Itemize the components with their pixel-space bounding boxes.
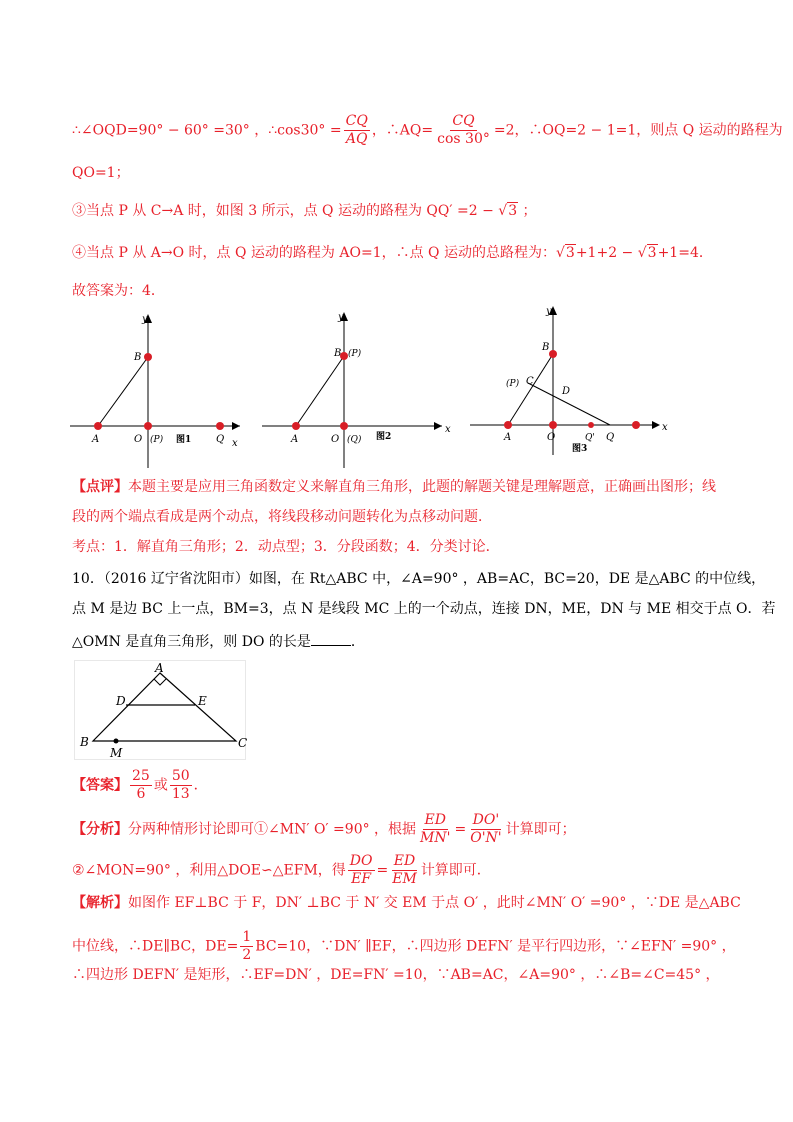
sqrt-3: √3 <box>498 203 518 219</box>
fraction-do-on <box>468 812 503 847</box>
sqrt-3: √3 <box>555 245 575 261</box>
label-a: A <box>504 432 512 443</box>
label-a: A <box>155 661 164 675</box>
numerator: ED <box>393 853 416 869</box>
label-o: O <box>547 432 556 443</box>
label-y: y <box>338 312 344 323</box>
figure-2 <box>262 312 451 468</box>
numerator: 25 <box>132 768 150 784</box>
figure-1 <box>70 314 240 468</box>
label-c: C <box>238 736 248 750</box>
point-a <box>504 421 512 429</box>
numerator: 50 <box>171 768 190 784</box>
fraction-1-2 <box>240 929 253 964</box>
question-10-line-1: 10．（2016 辽宁省沈阳市）如图，在 Rt△ABC 中，∠A=90° ，AB=AC，BC=20，DE 是△ABC 的中位线， <box>72 571 766 587</box>
x-arrow-icon <box>434 422 442 430</box>
denominator: EM <box>392 871 417 887</box>
text: △OMN 是直角三角形，则 DO 的长是 <box>72 634 311 650</box>
denominator: O'N' <box>470 830 502 846</box>
caption: 图1 <box>176 435 192 445</box>
text: 或 <box>153 777 168 794</box>
text: 计算即可． <box>420 862 491 879</box>
text: ． <box>193 777 208 794</box>
label-q-prime: Q' <box>585 433 595 443</box>
fraction-25-6 <box>130 768 152 803</box>
label-o: O <box>331 434 340 445</box>
denominator: 13 <box>171 786 190 802</box>
kaodian-line: 考点：1．解直角三角形；2．动点型；3．分段函数；4．分类讨论． <box>72 539 500 555</box>
text: ③当点 P 从 C→A 时，如图 3 所示，点 Q 运动的路程为 QQ′ =2 − <box>72 203 499 219</box>
text: ，∴AQ= <box>371 122 434 139</box>
radicand: 3 <box>647 245 657 261</box>
question-10-line-3 <box>72 631 365 652</box>
solution-detail-line-2 <box>72 929 736 964</box>
point-m <box>114 739 119 744</box>
answer-line: 故答案为：4． <box>72 283 165 299</box>
label-x: x <box>232 438 238 449</box>
denominator: 6 <box>136 786 146 802</box>
text: 本题主要是应用三角函数定义来解直角三角形，此题的解题关键是理解题意，正确画出图形；线 <box>128 479 716 495</box>
label-p: (P) <box>150 435 164 445</box>
segment-ab <box>508 354 553 425</box>
label-b: B <box>134 352 142 363</box>
label-p: (P) <box>506 379 520 389</box>
analysis-tag: 【分析】 <box>72 821 128 838</box>
figure-frame <box>75 661 246 760</box>
text: 分两种情形讨论即可①∠MN′ O′ =90° ，根据 <box>128 821 417 838</box>
text: +1+2 − <box>575 245 638 261</box>
text: ； <box>518 203 537 219</box>
radicand: 3 <box>508 203 518 219</box>
numerator: CQ <box>452 113 475 129</box>
figure-triangle <box>74 660 246 760</box>
denominator: MN' <box>420 830 451 846</box>
caption: 图2 <box>376 432 392 442</box>
comment-line-1 <box>72 477 716 497</box>
figures-1-3 <box>70 300 670 470</box>
text: ②∠MON=90° ，利用△DOE∽△EFM，得 <box>72 862 346 879</box>
text: 计算即可； <box>505 821 576 838</box>
point-b <box>144 353 152 361</box>
comment-line-2: 段的两个端点看成是两个动点，将线段移动问题转化为点移动问题． <box>72 509 492 525</box>
label-a: A <box>291 434 299 445</box>
text: =2，∴OQ=2 − 1=1，则点 Q 运动的路程为 <box>493 122 783 139</box>
numerator: DO <box>349 853 373 869</box>
text: ∴∠OQD=90° − 60° =30° ，∴cos30° = <box>72 122 342 139</box>
text: = <box>454 821 467 838</box>
point-o <box>549 421 557 429</box>
label-y: y <box>142 314 148 325</box>
text: BC=10，∵DN′ ∥EF，∴四边形 DEFN′ 是平行四边形，∵∠EFN′ =90° ， <box>255 938 736 955</box>
segment-ab <box>296 356 344 426</box>
analysis-line-1 <box>72 812 576 847</box>
text: 如图作 EF⊥BC 于 F，DN′ ⊥BC 于 N′ 交 EM 于点 O′ ，此时∠MN′ O′ =90° ，∵DE 是△ABC <box>128 895 741 911</box>
fraction-cq-aq <box>344 113 370 148</box>
point-q <box>216 422 224 430</box>
point-b <box>549 350 557 358</box>
label-q: Q <box>216 434 225 445</box>
numerator: 1 <box>242 929 252 945</box>
label-b: B <box>542 342 550 353</box>
caption: 图3 <box>572 444 588 454</box>
label-e: E <box>198 694 207 708</box>
sqrt-3: √3 <box>637 245 657 261</box>
question-10-line-2: 点 M 是边 BC 上一点，BM=3，点 N 是线段 MC 上的一个动点，连接 DN，ME，DN 与 ME 相交于点 O．若 <box>72 601 776 617</box>
numerator: DO' <box>472 812 500 828</box>
figure-3 <box>470 306 668 455</box>
label-x: x <box>662 422 668 433</box>
answer-tag: 【答案】 <box>72 777 128 794</box>
fraction-cq-cos30 <box>435 113 492 148</box>
label-p: (P) <box>348 349 362 359</box>
segment-ab <box>98 357 148 426</box>
solution-line-1 <box>72 113 783 148</box>
label-b: B <box>334 348 342 359</box>
analysis-line-2 <box>72 853 491 888</box>
denominator: EF <box>351 871 372 887</box>
denominator: AQ <box>345 131 368 147</box>
comment-tag: 【点评】 <box>72 479 128 495</box>
answer-row <box>72 768 208 803</box>
denominator: cos 30° <box>437 131 490 147</box>
label-a: A <box>92 434 100 445</box>
solution-detail-line-3: ∴四边形 DEFN′ 是矩形，∴EF=DN′ ，DE=FN′ =10，∵AB=AC，∠A=90° ，∴∠B=∠C=45° ， <box>72 967 720 983</box>
x-arrow-icon <box>232 422 240 430</box>
text: +1=4． <box>657 245 713 261</box>
fraction-do-ef <box>348 853 375 888</box>
label-d: D <box>562 386 571 397</box>
text: = <box>376 862 389 879</box>
point-o <box>340 422 348 430</box>
fraction-ed-mn <box>418 812 452 847</box>
solution-detail-line-1 <box>72 893 741 913</box>
text: ． <box>350 634 365 650</box>
x-arrow-icon <box>652 421 660 429</box>
label-x: x <box>445 424 451 435</box>
solution-line-3 <box>72 201 537 221</box>
radicand: 3 <box>565 245 575 261</box>
numerator: CQ <box>345 113 368 129</box>
label-b: B <box>80 735 89 749</box>
answer-blank <box>311 631 351 646</box>
text: 中位线，∴DE∥BC，DE= <box>72 938 239 955</box>
label-o: O <box>134 434 143 445</box>
denominator: 2 <box>242 947 252 963</box>
numerator: ED <box>424 812 446 828</box>
point-q-prime <box>588 422 594 428</box>
solution-tag: 【解析】 <box>72 895 128 911</box>
text: ④当点 P 从 A→O 时，点 Q 运动的路程为 AO=1，∴点 Q 运动的总路程为： <box>72 245 556 261</box>
label-m: M <box>110 746 123 760</box>
point-q-end <box>632 421 640 429</box>
solution-line-4 <box>72 243 713 263</box>
label-c: C <box>526 376 534 387</box>
point-o <box>144 422 152 430</box>
solution-line-2: QO=1； <box>72 165 130 181</box>
fraction-ed-em <box>390 853 419 888</box>
fraction-50-13 <box>170 768 192 803</box>
point-a <box>94 422 102 430</box>
label-d: D <box>116 694 126 708</box>
point-a <box>292 422 300 430</box>
label-q: (Q) <box>347 435 362 445</box>
label-q: Q <box>606 432 615 443</box>
label-y: y <box>546 306 552 317</box>
